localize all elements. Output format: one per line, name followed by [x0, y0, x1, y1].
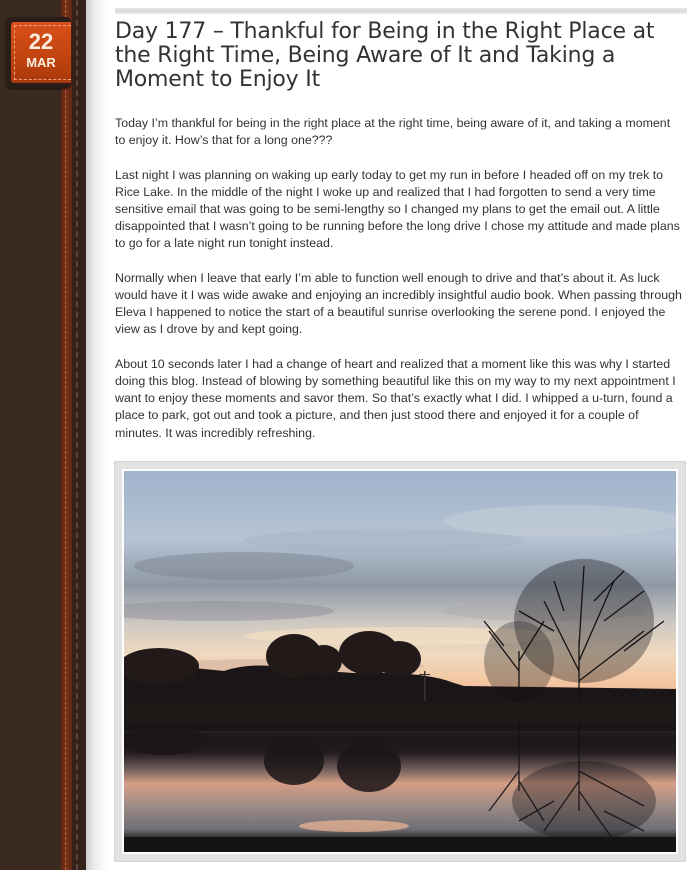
post-paragraph: Today I’m thankful for being in the right place at the right time, being aware of it, and taking a moment to enjoy it. How’s that for a long one???: [115, 116, 671, 148]
post-paragraph: Last night I was planning on waking up early today to get my run in before I headed off on my trek to Rice Lake. In the middle of the night I woke up and realized that I had forgotten to send a very time sensitive email that was going to be semi-lengthy so I changed my plans to get the email out. A little disappointed that I wasn’t going to be running before the long drive I chose my attitude and made plans to go for a late night run tonight instead.: [115, 167, 680, 251]
sidebar-stitched-strap: [61, 0, 72, 870]
date-badge: [6, 17, 71, 88]
post-page: [86, 0, 700, 870]
photo-frame: [114, 461, 686, 862]
date-month: MAR: [26, 55, 56, 70]
sunrise-pond-image: [124, 471, 676, 852]
sidebar: [0, 0, 86, 870]
post-title[interactable]: Day 177 – Thankful for Being in the Right Place at the Right Time, Being Aware of It and Taking a Moment to Enjoy It: [115, 19, 655, 92]
date-badge-tag: [11, 22, 71, 83]
post-top-divider: [115, 8, 687, 14]
page-edge-shadow: [86, 0, 108, 870]
date-day: 22: [28, 29, 54, 54]
sidebar-stitched-edge: [72, 0, 86, 870]
photo-matte: [122, 469, 678, 854]
post-paragraph: Normally when I leave that early I’m able to function well enough to drive and that’s about it. As luck would have it I was wide awake and enjoying an incredibly insightful audio book. When passing through Eleva I happened to notice the start of a beautiful sunrise overlooking the serene pond. I enjoyed the view as I drove by and kept going.: [115, 270, 682, 337]
post-photo[interactable]: [124, 471, 676, 852]
post-body: [115, 115, 683, 459]
post-paragraph: About 10 seconds later I had a change of heart and realized that a moment like this was why I started doing this blog. Instead of blowing by something beautiful like this on my way to my next appointment I want to enjoy these moments and savor them. So that’s exactly what I did. I whipped a u-turn, found a place to park, got out and took a picture, and then just stood there and enjoyed it for a couple of minutes. It was incredibly refreshing.: [115, 356, 676, 440]
